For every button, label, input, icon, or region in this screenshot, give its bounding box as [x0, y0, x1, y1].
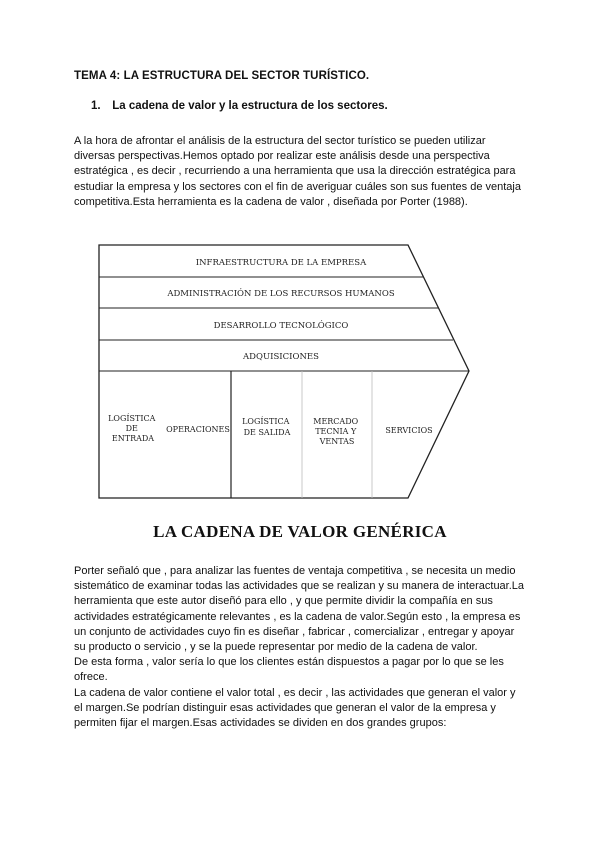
- paragraph-line: actividades estratégicamente relevantes , es la cadena de valor.Según esto , la empresa es: [74, 610, 521, 623]
- paragraph-line: De esta forma , valor sería lo que los clientes están dispuestos a pagar por lo que se les: [74, 656, 504, 669]
- value-chain-diagram: [96, 242, 496, 509]
- support-infrastructure: INFRAESTRUCTURA DE LA EMPRESA: [195, 258, 367, 268]
- support-human-resources: ADMINISTRACIÓN DE LOS RECURSOS HUMANOS: [167, 289, 395, 299]
- paragraph-line: un conjunto de actividades cuyo fin es diseñar , fabricar , comercializar , entregar y apoyar: [74, 625, 515, 638]
- paragraph-line: herramienta que este autor diseñó para ello , y que permite dividir la compañía en sus: [74, 595, 493, 608]
- paragraph-line: su producto o servicio , y se la puede representar por medio de la cadena de valor.: [74, 641, 478, 654]
- primary-outbound-logistics: LOGÍSTICA DE SALIDA: [242, 417, 291, 437]
- intro-paragraph: [74, 134, 534, 210]
- paragraph-line: estudiar la empresa y los sectores con el fin de averiguar cuáles son sus fuentes de ventaja: [74, 180, 521, 193]
- document-title: TEMA 4: LA ESTRUCTURA DEL SECTOR TURÍSTICO.: [74, 70, 370, 82]
- paragraph-line: estratégica , es decir , recurriendo a una herramienta que usa la dirección estratégica para: [74, 165, 516, 178]
- value-chain-figure: [96, 242, 496, 504]
- primary-marketing-sales: MERCADO TECNIA Y VENTAS: [313, 417, 359, 446]
- primary-services: SERVICIOS: [385, 426, 433, 435]
- paragraph-line: competitiva.Esta herramienta es la cadena de valor , diseñada por Porter (1988).: [74, 195, 468, 208]
- section-number: 1.: [91, 100, 101, 112]
- paragraph-line: Porter señaló que , para analizar las fuentes de ventaja competitiva , se necesita un medio: [74, 565, 516, 577]
- paragraph-line: sistemático de examinar todas las actividades que se realizan y su manera de interactuar.La: [74, 580, 525, 593]
- section-heading: [91, 100, 388, 112]
- primary-operations: OPERACIONES: [166, 425, 230, 434]
- primary-inbound-logistics: LOGÍSTICA DE ENTRADA: [108, 414, 156, 443]
- paragraph-line: ofrece.: [74, 671, 108, 684]
- paragraph-line: permiten fijar el margen.Esas actividades se dividen en dos grandes grupos:: [74, 717, 447, 730]
- paragraph-line: el margen.Se podrían distinguir esas actividades que generan el valor de la empresa y: [74, 701, 496, 714]
- diagram-caption: LA CADENA DE VALOR GENÉRICA: [153, 522, 447, 541]
- porter-paragraph: [74, 564, 534, 731]
- section-title: La cadena de valor y la estructura de los sectores.: [112, 100, 388, 112]
- paragraph-line: A la hora de afrontar el análisis de la estructura del sector turístico se pueden utilizar: [74, 135, 486, 147]
- support-technology: DESARROLLO TECNOLÓGICO: [213, 321, 349, 331]
- support-procurement: ADQUISICIONES: [243, 352, 319, 362]
- paragraph-line: diversas perspectivas.Hemos optado por realizar este análisis desde una perspectiva: [74, 150, 490, 163]
- paragraph-line: La cadena de valor contiene el valor total , es decir , las actividades que generan el valor y: [74, 686, 516, 699]
